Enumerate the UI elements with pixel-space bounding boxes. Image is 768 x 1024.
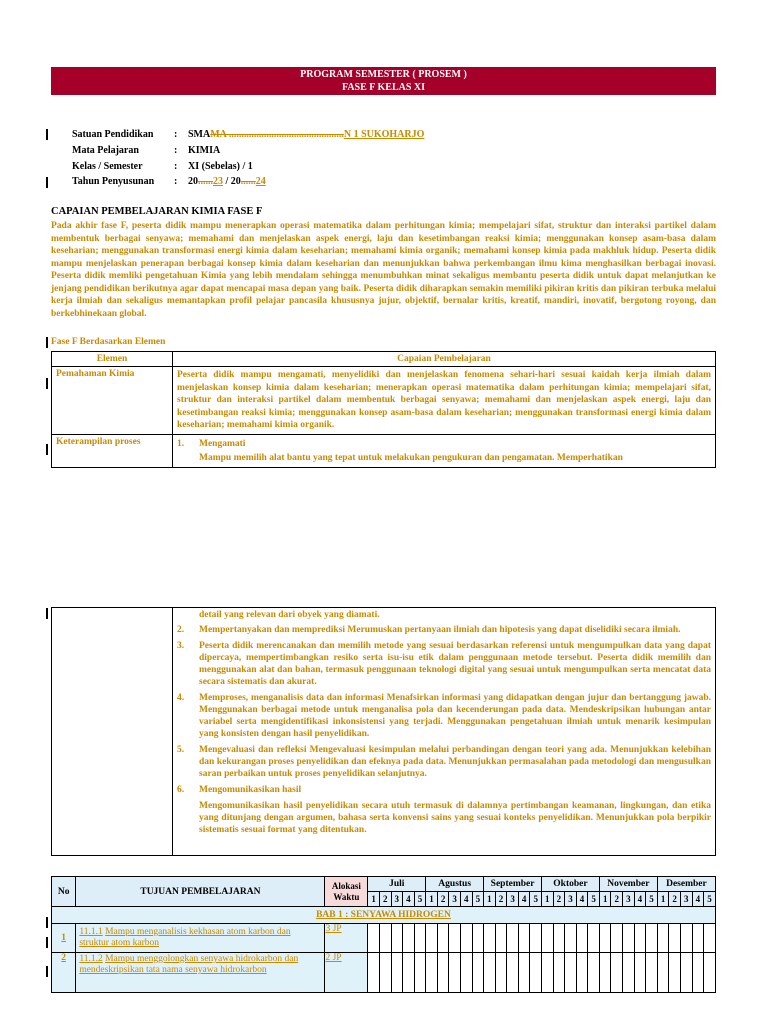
info-label: Satuan Pendidikan xyxy=(72,129,154,140)
row-number: 1 xyxy=(52,924,76,953)
info-label: Kelas / Semester xyxy=(72,161,143,172)
fase-f-subheading: Fase F Berdasarkan Elemen xyxy=(51,337,166,347)
row-jp: 3 JP xyxy=(325,924,368,953)
info-tahun-penyusunan: Tahun Penyusunan : 20......23 / 20......24 xyxy=(72,176,266,187)
header-alokasi: Alokasi Waktu xyxy=(325,877,368,907)
change-bar xyxy=(46,917,48,928)
process-steps-list xyxy=(177,624,711,836)
change-bar xyxy=(46,378,48,389)
elemen-pemahaman-kimia: Pemahaman Kimia xyxy=(52,367,173,435)
step-item: 6. Mengomunikasikan hasil Mengomunikasikan hasil penyelidikan secara utuh termasuk di dalamnya pertimbangan keamanan, lingkungan, dan etika yang ditunjang dengan argumen, bahasa serta konvensi sains yang sesuai konteks penyelidikan. Menunjukkan pola berpikir sistematis sesuai format yang ditentukan. xyxy=(177,785,711,835)
week-header-row: 1 2 3 4 5 1 2 3 4 5 1 2 3 4 5 1 2 3 4 5 1 2 3 4 5 1 2 3 4 5 xyxy=(52,892,716,907)
row-jp: 2 JP xyxy=(325,953,368,993)
capaian-paragraph: Pada akhir fase F, peserta didik mampu menerapkan operasi matematika dalam perhitungan kimia; mempelajari sifat, struktur dan interaksi partikel dalam membentuk berbagai senyawa; memahami dan menjelaskan aspek energi, laju dan kesetimbangan reaksi kimia; menggunakan konsep asam-basa dalam keseharian; menggunakan transformasi energi kimia dalam keseharian; memahami kimia organik; memahami konsep kimia pada makhluk hidup. Peserta didik mampu menjelaskan penerapan berbagai konsep kimia dalam keseharian dan menunjukkan bahwa perkembangan ilmu kima menghasilkan berbagai inovasi. Peserta didik memliki pengetahuan Kimia yang lebih mendalam sehingga menumbuhkan minat sekaligus membantu peserta didik untuk dapat melanjutkan ke jenjang pendidikan berikutnya agar dapat mencapai masa depan yang baik. Peserta didik diharapkan semakin memiliki pikiran kritis dan pikiran terbuka melalui kerja ilmiah dan sekaligus memantapkan profil pelajar pancasila khususnya jujur, objektif, bernalar kritis, kreatif, mandiri, inovatif, bergotong royong, dan berkebhinekaan global. xyxy=(51,221,716,319)
step-item: 3. Peserta didik merencanakan dan memilih metode yang sesuai berdasarkan referensi untuk mengumpulkan data yang dapat dipercaya, mempertimbangkan resiko serta isu-isu etik dalam penggunaan metode tersebut. Peserta didik memilih dan menggunakan alat dan bahan, termasuk penggunaan teknologi digital yang sesuai untuk mengumpulkan serta mencatat data secara sistematis dan akurat. xyxy=(177,641,711,687)
month-november: November xyxy=(599,877,657,892)
capaian-pemahaman-kimia: Peserta didik mampu mengamati, menyelidiki dan menjelaskan fenomena sehari-hari sesuai kaidah kerja ilmiah dalam menjelaskan konsep kimia dalam keseharian; menerapkan operasi matematika dalam perhitungan kimia; mempelajari sifat, struktur dan interaksi partikel dalam membentuk berbagai senyawa; memahami dan menjelaskan aspek energi, laju dan kesetimbangan reaksi kimia; menggunakan konsep asam-basa dalam keseharian; menggunakan transformasi energi kimia dalam keseharian; memahami kimia organik. xyxy=(173,367,716,435)
capaian-keterampilan-proses: 1. Mengamati Mampu memilih alat bantu yang tepat untuk melakukan pengukuran dan pengamatan. Memperhatikan xyxy=(173,434,716,467)
elemen-table-continued xyxy=(51,607,716,856)
change-bar xyxy=(46,444,48,455)
header-tujuan: TUJUAN PEMBELAJARAN xyxy=(76,877,325,907)
elemen-keterampilan-proses: Keterampilan proses xyxy=(52,434,173,467)
month-juli: Juli xyxy=(368,877,426,892)
header-capaian: Capaian Pembelajaran xyxy=(173,352,716,367)
month-agustus: Agustus xyxy=(426,877,484,892)
capaian-heading: CAPAIAN PEMBELAJARAN KIMIA FASE F xyxy=(51,206,263,217)
change-bar xyxy=(46,129,48,140)
info-satuan-pendidikan: Satuan Pendidikan : SMAMA ..............................................N 1 SUKOHARJO xyxy=(72,129,425,140)
change-bar xyxy=(46,608,48,619)
month-september: September xyxy=(484,877,542,892)
prosem-table xyxy=(51,876,716,993)
document-title-banner xyxy=(51,67,716,95)
bab-row xyxy=(52,907,716,924)
month-oktober: Oktober xyxy=(542,877,600,892)
info-mata-pelajaran: Mata Pelajaran : KIMIA xyxy=(72,145,221,156)
table-row xyxy=(52,953,716,993)
step-item: 4. Memproses, menganalisis data dan informasi Menafsirkan informasi yang didapatkan dengan jujur dan bertanggung jawab. Menggunakan berbagai metode untuk menganalisa pola dan kecenderungan pada data. Mendeskripsikan hubungan antar variabel serta mengidentifikasi inkonsistensi yang terjadi. Menggunakan pengetahuan ilmiah untuk menarik kesimpulan yang konsisten dengan hasil penyelidikan. xyxy=(177,693,711,739)
row-number: 2 xyxy=(52,953,76,993)
info-label: Mata Pelajaran xyxy=(72,145,139,156)
change-bar xyxy=(46,337,48,348)
info-label: Tahun Penyusunan xyxy=(72,176,155,187)
change-bar xyxy=(46,177,48,188)
step-item: 2. Mempertanyakan dan memprediksi Merumuskan pertanyaan ilmiah dan hipotesis yang dapat diselidiki secara ilmiah. xyxy=(177,625,681,635)
step-1-continued: detail yang relevan dari obyek yang diamati. xyxy=(199,610,380,620)
table-row xyxy=(52,924,716,953)
step-item: 5. Mengevaluasi dan refleksi Mengevaluasi kesimpulan melalui perbandingan dengan teori yang ada. Menunjukkan kelebihan dan kekurangan proses penyelidikan dan efeknya pada data. Menunjukkan permasalahan pada metodologi dan mengusulkan saran perbaikan untuk proses penyelidikan selanjutnya. xyxy=(177,745,711,779)
header-no: No xyxy=(52,877,76,907)
change-bar xyxy=(46,966,48,977)
header-elemen: Elemen xyxy=(52,352,173,367)
info-kelas-semester: Kelas / Semester : XI (Sebelas) / 1 xyxy=(72,161,253,172)
change-bar xyxy=(46,937,48,948)
row-tujuan: 11.1.2 Mampu menggolongkan senyawa hidrokarbon dan mendeskripsikan tata nama senyawa hidrokarbon xyxy=(76,953,325,993)
month-desember: Desember xyxy=(657,877,715,892)
row-tujuan: 11.1.1 Mampu menganalisis kekhasan atom karbon dan struktur atom karbon xyxy=(76,924,325,953)
bab-title: BAB 1 : SENYAWA HIDROGEN xyxy=(52,907,716,924)
title-line-2: FASE F KELAS XI xyxy=(341,82,426,93)
elemen-table xyxy=(51,351,716,468)
title-line-1: PROGRAM SEMESTER ( PROSEM ) xyxy=(300,69,467,80)
